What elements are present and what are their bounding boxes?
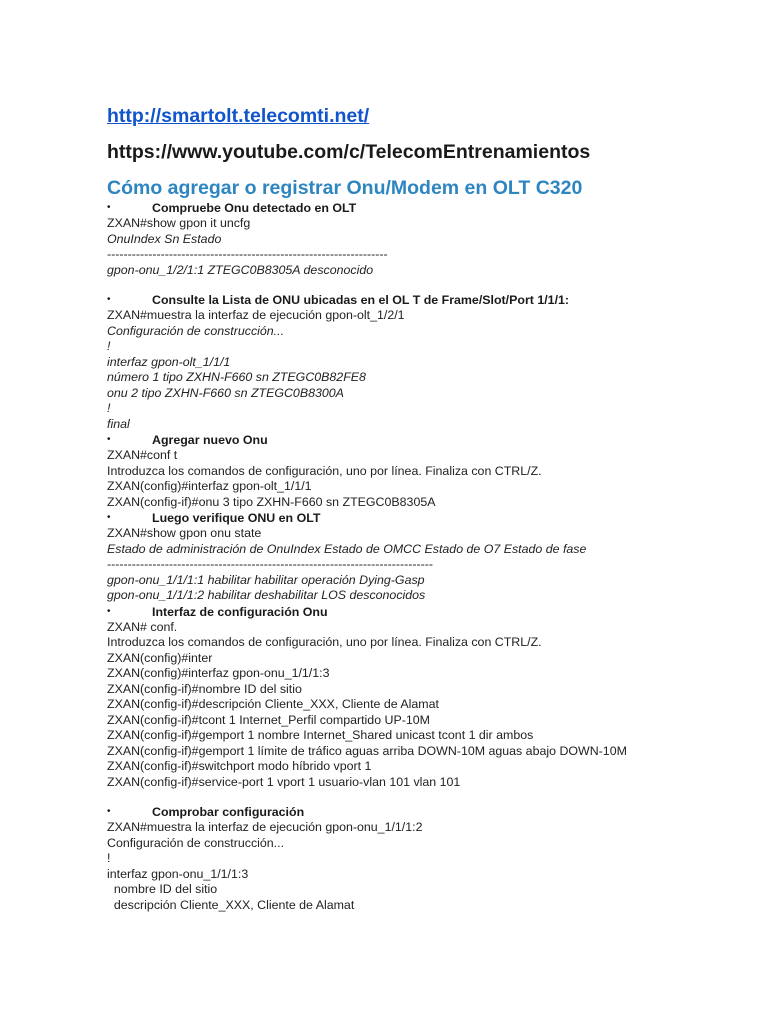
text-line: onu 2 tipo ZXHN-F660 sn ZTEGC0B8300A [107, 385, 344, 400]
section-heading [107, 604, 757, 620]
bullet-icon: • [107, 434, 111, 445]
text-line: número 1 tipo ZXHN-F660 sn ZTEGC0B82FE8 [107, 370, 366, 384]
text-line: Estado de administración de OnuIndex Estado de OMCC Estado de O7 Estado de fase [107, 541, 587, 556]
text-line: ZXAN(config-if)#tcont 1 Internet_Perfil compartido UP-10M [107, 712, 430, 727]
bullet-icon: • [107, 294, 111, 305]
text-line: descripción Cliente_XXX, Cliente de Alamat [107, 897, 355, 912]
youtube-channel-text: https://www.youtube.com/c/TelecomEntrenamientos [107, 141, 591, 163]
text-line: ZXAN#muestra la interfaz de ejecución gpon-onu_1/1/1:2 [107, 820, 423, 834]
text-line: ZXAN(config)#interfaz gpon-onu_1/1/1:3 [107, 666, 330, 680]
text-line: ! [107, 339, 111, 353]
text-line: ZXAN(config)#interfaz gpon-olt_1/1/1 [107, 479, 312, 493]
text-line: ZXAN(config-if)#switchport modo híbrido vport 1 [107, 759, 372, 773]
text-line: ZXAN(config-if)#gemport 1 nombre Internet_Shared unicast tcont 1 dir ambos [107, 728, 534, 742]
text-line: ZXAN(config-if)#nombre ID del sitio [107, 681, 302, 696]
text-line: Introduzca los comandos de configuración, uno por línea. Finaliza con CTRL/Z. [107, 635, 542, 649]
text-line: ZXAN(config)#inter [107, 650, 213, 665]
smartolt-link[interactable]: http://smartolt.telecomti.net/ [107, 105, 370, 127]
bullet-icon: • [107, 202, 111, 213]
sections-container [107, 200, 757, 913]
text-line: ZXAN# conf. [107, 619, 178, 634]
section-heading-text: Comprobar configuración [152, 805, 305, 819]
text-line: interfaz gpon-onu_1/1/1:3 [107, 866, 249, 881]
text-line: Configuración de construcción... [107, 323, 285, 338]
text-line: ZXAN#show gpon onu state [107, 526, 262, 540]
text-line: ZXAN#muestra la interfaz de ejecución gpon-olt_1/2/1 [107, 308, 405, 322]
page-title: Cómo agregar o registrar Onu/Modem en OLT C320 [107, 177, 583, 199]
text-line: ZXAN#show gpon it uncfg [107, 216, 251, 230]
section-heading [107, 804, 757, 820]
section-heading [107, 510, 757, 526]
text-line: ZXAN(config-if)#descripción Cliente_XXX, Cliente de Alamat [107, 697, 439, 711]
text-line: nombre ID del sitio [107, 882, 218, 896]
section-heading [107, 200, 757, 216]
bullet-icon: • [107, 605, 111, 617]
text-line: gpon-onu_1/1/1:1 habilitar habilitar operación Dying-Gasp [107, 572, 425, 587]
text-line: ! [107, 401, 111, 415]
text-line: OnuIndex Sn Estado [107, 231, 222, 246]
text-line: Introduzca los comandos de configuración, uno por línea. Finaliza con CTRL/Z. [107, 463, 542, 478]
text-line: ZXAN#conf t [107, 448, 178, 462]
section-heading [107, 292, 757, 308]
bullet-icon: • [107, 512, 111, 523]
section-heading-text: Consulte la Lista de ONU ubicadas en el OL T de Frame/Slot/Port 1/1/1: [152, 293, 570, 307]
text-line: ZXAN(config-if)#gemport 1 límite de tráfico aguas arriba DOWN-10M aguas abajo DOWN-10M [107, 743, 627, 758]
section-heading [107, 432, 757, 448]
bullet-icon: • [107, 806, 111, 817]
text-line: interfaz gpon-olt_1/1/1 [107, 354, 231, 369]
text-line: Configuración de construcción... [107, 835, 285, 850]
text-line: ------------------------------------------------------------------------------- [107, 557, 433, 571]
section-heading-text: Interfaz de configuración Onu [152, 604, 328, 619]
text-line: -------------------------------------------------------------------- [107, 247, 388, 261]
text-line: gpon-onu_1/1/1:2 habilitar deshabilitar LOS desconocidos [107, 588, 426, 602]
text-line: ZXAN(config-if)#service-port 1 vport 1 usuario-vlan 101 vlan 101 [107, 774, 461, 789]
text-line: final [107, 416, 130, 431]
text-line: ZXAN(config-if)#onu 3 tipo ZXHN-F660 sn ZTEGC0B8305A [107, 494, 436, 509]
text-line: gpon-onu_1/2/1:1 ZTEGC0B8305A desconocido [107, 262, 374, 277]
document-body [107, 104, 757, 913]
section-heading-text: Compruebe Onu detectado en OLT [152, 201, 357, 215]
section-heading-text: Luego verifique ONU en OLT [152, 511, 321, 525]
text-line: ! [107, 851, 111, 865]
section-heading-text: Agregar nuevo Onu [152, 433, 268, 447]
